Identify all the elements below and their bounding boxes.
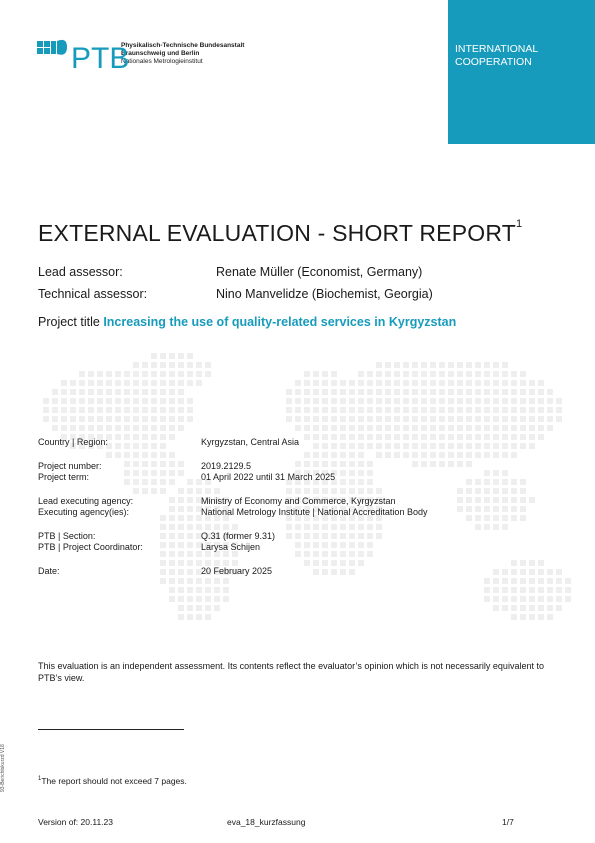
ptb-logo-mark bbox=[37, 37, 130, 75]
independence-statement: This evaluation is an independent assessment. Its contents reflect the evaluator’s opinion which is not necessarily equivalent to PTB’s view. bbox=[38, 661, 544, 683]
footer-version: Version of: 20.11.23 bbox=[38, 817, 113, 827]
footnote-divider bbox=[38, 729, 184, 730]
report-title: EXTERNAL EVALUATION - SHORT REPORT$^1$ bbox=[38, 218, 523, 246]
detail-label-country: Country | Region: bbox=[38, 437, 108, 447]
detail-value-ptb-section: Q.31 (former 9.31) bbox=[201, 531, 276, 541]
institute-location-line: Braunschweig und Berlin bbox=[121, 50, 200, 57]
ptb-emblem-icon bbox=[37, 37, 130, 75]
detail-value-project-coordinator: Larysa Schijen bbox=[201, 542, 261, 552]
technical-assessor-label: Technical assessor: bbox=[38, 287, 148, 301]
footer-filename: eva_18_kurzfassung bbox=[227, 817, 306, 827]
detail-value-lead-agency: Ministry of Economy and Commerce, Kyrgyzstan bbox=[201, 496, 396, 506]
institute-name-line: Physikalisch-Technische Bundesanstalt bbox=[121, 42, 245, 49]
detail-value-country: Kyrgyzstan, Central Asia bbox=[201, 437, 300, 447]
footnote-text: The report should not exceed 7 pages. bbox=[41, 776, 187, 786]
detail-value-executing-agencies: National Metrology Institute | National Accreditation Body bbox=[201, 507, 428, 517]
detail-label-project-coordinator: PTB | Project Coordinator: bbox=[38, 542, 143, 552]
project-title-value: Increasing the use of quality-related services in Kyrgyzstan bbox=[103, 315, 457, 329]
footnote bbox=[38, 776, 187, 786]
detail-label-project-term: Project term: bbox=[38, 472, 90, 482]
ptb-logo bbox=[37, 36, 245, 75]
international-cooperation-box bbox=[448, 0, 595, 144]
detail-label-date: Date: bbox=[38, 566, 60, 576]
lead-assessor-label: Lead assessor: bbox=[38, 265, 123, 279]
footnote-mark: 1 bbox=[38, 776, 42, 783]
institute-name bbox=[121, 42, 244, 66]
institute-subtitle-line: Nationales Metrologieinstitut bbox=[121, 58, 203, 65]
detail-value-project-term: 01 April 2022 until 31 March 2025 bbox=[201, 472, 336, 482]
lead-assessor-value: Renate Müller (Economist, Germany) bbox=[216, 265, 423, 279]
detail-label-project-number: Project number: bbox=[38, 461, 102, 471]
technical-assessor-value: Nino Manvelidze (Biochemist, Georgia) bbox=[216, 287, 433, 301]
detail-label-ptb-section: PTB | Section: bbox=[38, 531, 96, 541]
cooperation-line-2: COOPERATION bbox=[455, 56, 532, 68]
detail-value-date: 20 February 2025 bbox=[201, 566, 273, 576]
project-title-label: Project title bbox=[38, 315, 100, 329]
detail-label-lead-agency: Lead executing agency: bbox=[38, 496, 134, 506]
footer-page-number: 1/7 bbox=[502, 817, 514, 827]
detail-value-project-number: 2019.2129.5 bbox=[201, 461, 252, 471]
title-footnote-mark: 1 bbox=[515, 218, 523, 230]
cooperation-line-1: INTERNATIONAL bbox=[455, 43, 539, 55]
project-title bbox=[38, 315, 456, 329]
side-document-code: 93-Berichtskurzd V18 bbox=[0, 744, 6, 792]
detail-label-executing-agencies: Executing agency(ies): bbox=[38, 507, 130, 517]
ptb-letters: PTB bbox=[71, 42, 130, 75]
